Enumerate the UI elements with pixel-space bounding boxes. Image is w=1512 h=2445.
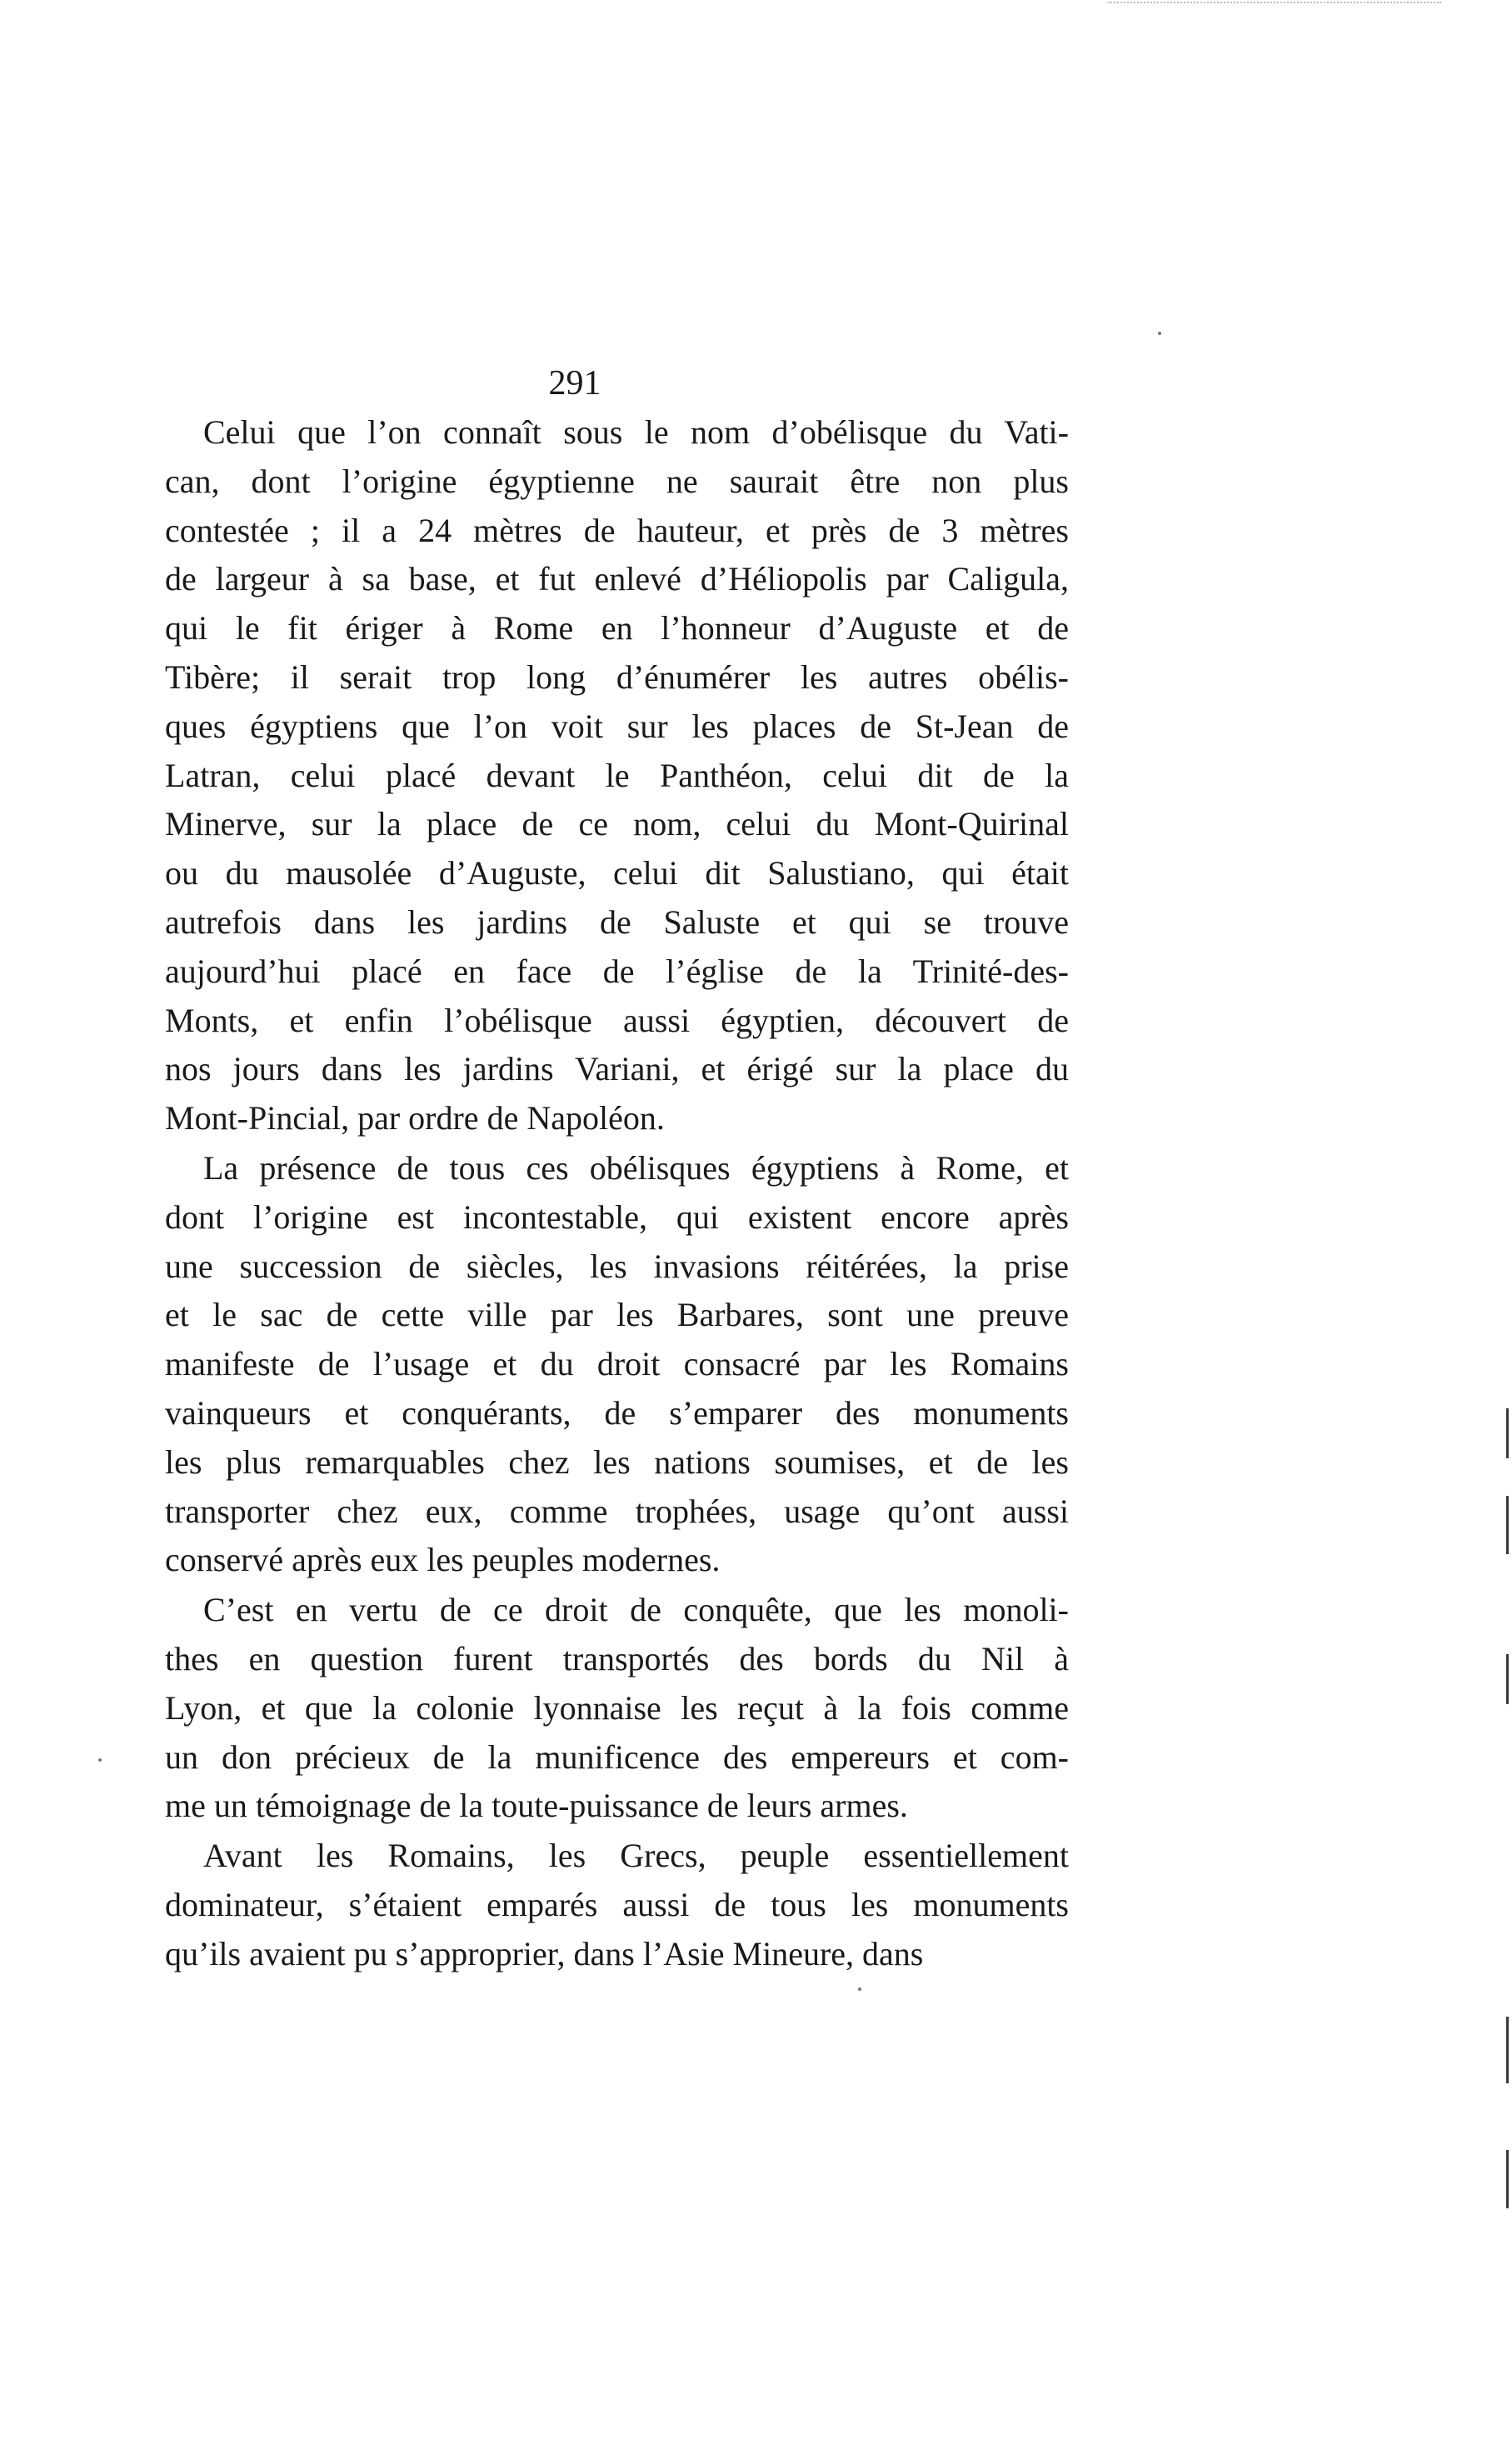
text-line: qui le fit ériger à Rome en l’honneur d’Auguste et de xyxy=(165,609,1069,648)
body-text xyxy=(165,408,1069,1979)
text-line: thes en question furent transportés des bords du Nil à xyxy=(165,1639,1069,1678)
paragraph xyxy=(165,1832,1069,1978)
text-line: qu’ils avaient pu s’approprier, dans l’Asie Mineure, dans xyxy=(165,1934,924,1972)
text-line: can, dont l’origine égyptienne ne saurait être non plus xyxy=(165,462,1069,500)
text-line: Mont-Pincial, par ordre de Napoléon. xyxy=(165,1099,665,1138)
text-line: C’est en vertu de ce droit de conquête, que les monoli- xyxy=(203,1591,1069,1629)
text-line: un don précieux de la munificence des empereurs et com- xyxy=(165,1738,1069,1776)
text-line: et le sac de cette ville par les Barbares, sont une preuve xyxy=(165,1296,1069,1334)
text-line: me un témoignage de la toute-puissance de leurs armes. xyxy=(165,1787,908,1825)
paragraph xyxy=(165,1586,1069,1831)
scan-speck xyxy=(1158,332,1161,335)
scan-edge-artifact xyxy=(1506,2017,1509,2083)
text-line: de largeur à sa base, et fut enlevé d’Héliopolis par Caligula, xyxy=(165,560,1069,598)
text-line: vainqueurs et conquérants, de s’emparer des monuments xyxy=(165,1393,1069,1432)
scan-speck xyxy=(98,1758,102,1762)
scan-edge-artifact xyxy=(1506,2150,1509,2208)
text-line: autrefois dans les jardins de Saluste et qui se trouve xyxy=(165,902,1069,941)
text-line: manifeste de l’usage et du droit consacré par les Romains xyxy=(165,1345,1069,1383)
text-line: les plus remarquables chez les nations soumises, et de les xyxy=(165,1442,1069,1481)
text-line: une succession de siècles, les invasions réitérées, la prise xyxy=(165,1247,1069,1285)
scan-edge-artifact xyxy=(1108,2,1441,5)
paragraph xyxy=(165,408,1069,1143)
text-line: Monts, et enfin l’obélisque aussi égyptien, découvert de xyxy=(165,1001,1069,1039)
text-line: contestée ; il a 24 mètres de hauteur, et près de 3 mètres xyxy=(165,511,1069,549)
page-number: 291 xyxy=(548,364,601,402)
text-line: Minerve, sur la place de ce nom, celui du Mont-Quirinal xyxy=(165,805,1069,843)
scan-edge-artifact xyxy=(1506,1496,1509,1554)
text-line: ques égyptiens que l’on voit sur les places de St-Jean de xyxy=(165,707,1069,745)
text-line: ou du mausolée d’Auguste, celui dit Salustiano, qui était xyxy=(165,854,1069,892)
scan-edge-artifact xyxy=(1506,1654,1509,1704)
text-line: La présence de tous ces obélisques égyptiens à Rome, et xyxy=(203,1148,1069,1187)
scan-speck xyxy=(858,1988,861,1991)
paragraph xyxy=(165,1144,1069,1585)
text-line: Lyon, et que la colonie lyonnaise les reçut à la fois comme xyxy=(165,1688,1069,1727)
text-line: Tibère; il serait trop long d’énumérer les autres obélis- xyxy=(165,658,1069,696)
scan-edge-artifact xyxy=(1506,1408,1509,1458)
text-line: dominateur, s’étaient emparés aussi de tous les monuments xyxy=(165,1885,1069,1923)
text-line: dont l’origine est incontestable, qui existent encore après xyxy=(165,1198,1069,1236)
text-line: Latran, celui placé devant le Panthéon, celui dit de la xyxy=(165,756,1069,794)
text-line: conservé après eux les peuples modernes. xyxy=(165,1541,721,1579)
text-line: aujourd’hui placé en face de l’église de la Trinité-des- xyxy=(165,952,1069,990)
text-line: Avant les Romains, les Grecs, peuple essentiellement xyxy=(203,1837,1069,1875)
text-line: nos jours dans les jardins Variani, et érigé sur la place du xyxy=(165,1050,1069,1088)
text-line: Celui que l’on connaît sous le nom d’obélisque du Vati- xyxy=(203,413,1069,451)
text-line: transporter chez eux, comme trophées, usage qu’ont aussi xyxy=(165,1492,1069,1530)
